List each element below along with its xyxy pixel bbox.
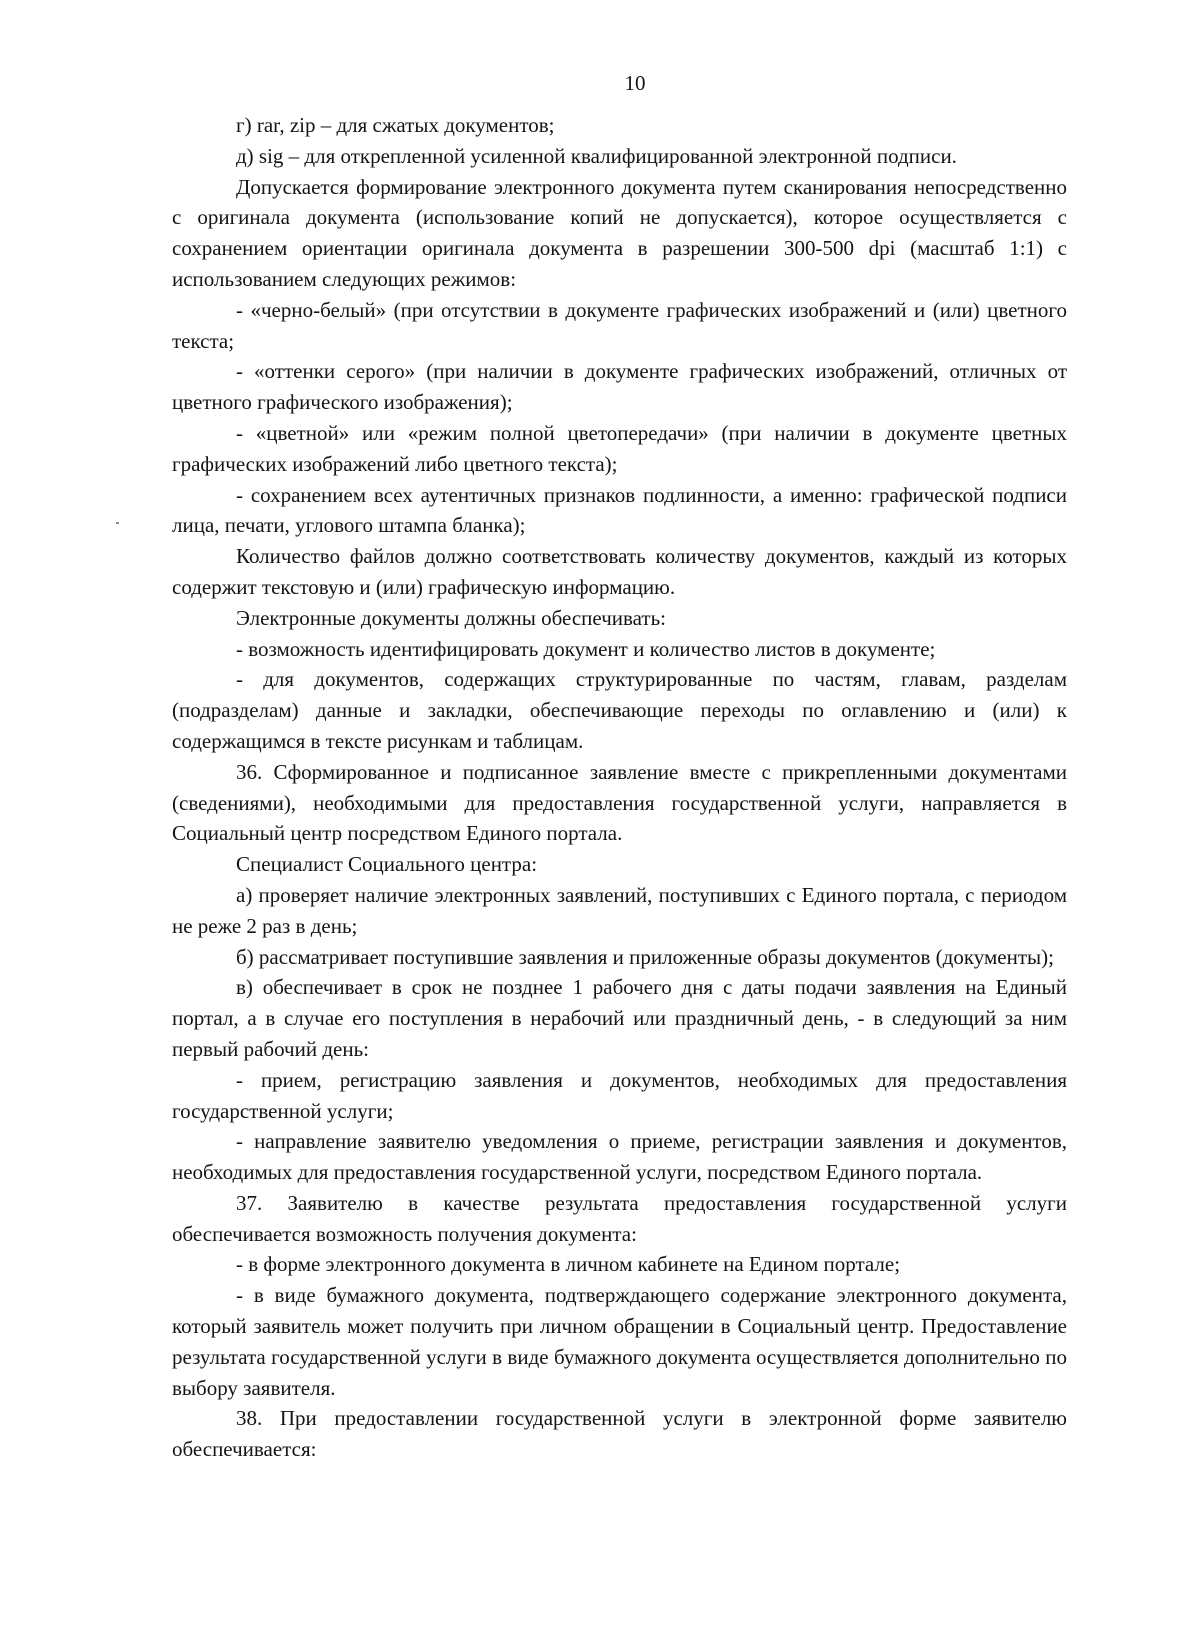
paragraph-mode-black-white: - «черно-белый» (при отсутствии в документе графических изображений и (или) цветного текста;: [172, 297, 1067, 353]
paragraph-specialist-b: б) рассматривает поступившие заявления и приложенные образы документов (документы);: [236, 944, 1054, 969]
paragraph-paper-result: - в виде бумажного документа, подтверждающего содержание электронного документа, который заявитель может получить при личном обращении в Социальный центр. Предоставление результата государственной услуги в виде бумажного документа осуществляется дополнительно по выбору заявителя.: [172, 1283, 1067, 1400]
scan-speck: [116, 522, 119, 524]
paragraph-scanning-rules: Допускается формирование электронного документа путем сканирования непосредственно с оригинала документа (использование копий не допускается), которое осуществляется с сохранением ориентации оригинала документа в разрешении 300-500 dpi (масштаб 1:1) с использованием следующих режимов:: [172, 174, 1067, 291]
paragraph-electronic-result: - в форме электронного документа в личном кабинете на Едином портале;: [236, 1252, 901, 1277]
paragraph-electronic-docs-requirements: Электронные документы должны обеспечивать:: [236, 605, 667, 630]
paragraph-authenticity-signs: - сохранением всех аутентичных признаков подлинности, а именно: графической подписи лица, печати, углового штампа бланка);: [172, 482, 1067, 538]
paragraph-identify-document: - возможность идентифицировать документ и количество листов в документе;: [236, 636, 936, 661]
paragraph-item-37: 37. Заявителю в качестве результата предоставления государственной услуги обеспечивается возможность получения документа:: [172, 1190, 1067, 1246]
paragraph-structured-documents: - для документов, содержащих структурированные по частям, главам, разделам (подразделам) данные и закладки, обеспечивающие переходы по оглавлению и (или) к содержащимся в тексте рисункам и таблицам.: [172, 667, 1067, 753]
paragraph-item-36: 36. Сформированное и подписанное заявление вместе с прикрепленными документами (сведениями), необходимыми для предоставления государственной услуги, направляется в Социальный центр посредством Единого портала.: [172, 759, 1067, 846]
paragraph-format-sig: д) sig – для открепленной усиленной квалифицированной электронной подписи.: [236, 143, 957, 168]
paragraph-specialist-v: в) обеспечивает в срок не позднее 1 рабочего дня с даты подачи заявления на Единый портал, а в случае его поступления в нерабочий или праздничный день, - в следующий за ним первый рабочий день:: [172, 975, 1067, 1061]
paragraph-registration: - прием, регистрацию заявления и документов, необходимых для предоставления государственной услуги;: [172, 1067, 1067, 1123]
paragraph-item-38: 38. При предоставлении государственной услуги в электронной форме заявителю обеспечивается:: [172, 1406, 1067, 1462]
paragraph-notification: - направление заявителю уведомления о приеме, регистрации заявления и документов, необходимых для предоставления государственной услуги, посредством Единого портала.: [172, 1129, 1067, 1185]
paragraph-file-count: Количество файлов должно соответствовать количеству документов, каждый из которых содержит текстовую и (или) графическую информацию.: [172, 544, 1067, 599]
paragraph-specialist-a: а) проверяет наличие электронных заявлений, поступивших с Единого портала, с периодом не реже 2 раз в день;: [172, 882, 1067, 938]
paragraph-specialist: Специалист Социального центра:: [236, 852, 538, 877]
page-number: 10: [624, 71, 646, 95]
document-body: [172, 110, 1067, 1465]
paragraph-mode-grayscale: - «оттенки серого» (при наличии в документе графических изображений, отличных от цветного графического изображения);: [172, 359, 1067, 415]
paragraph-mode-color: - «цветной» или «режим полной цветопередачи» (при наличии в документе цветных графических изображений либо цветного текста);: [172, 420, 1067, 476]
paragraph-format-rar-zip: г) rar, zip – для сжатых документов;: [236, 113, 555, 137]
